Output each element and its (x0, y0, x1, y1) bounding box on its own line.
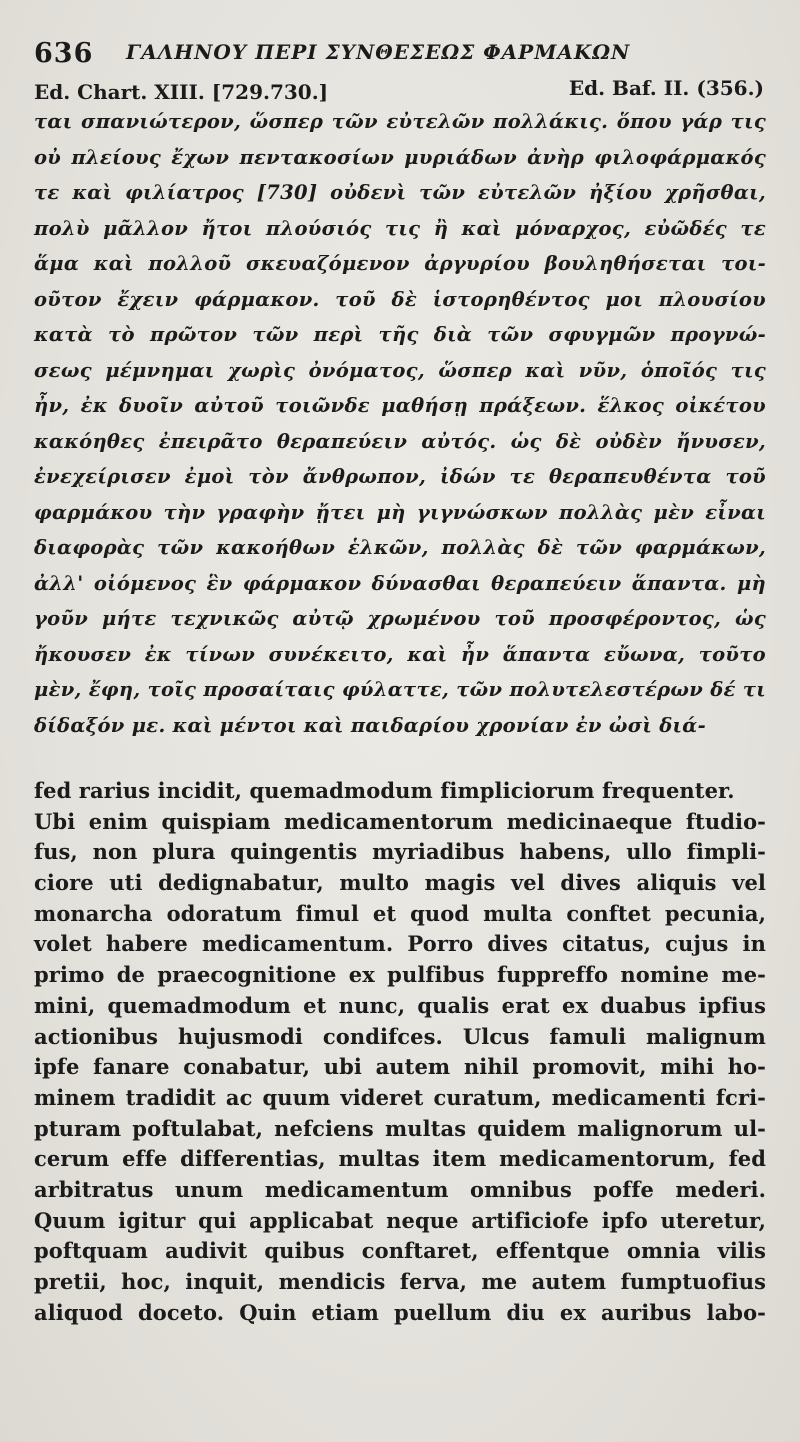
edition-chartier-reference: Ed. Chart. XIII. [729.730.] (34, 80, 329, 104)
page-header (34, 38, 774, 78)
greek-text-line: διαφορὰς τῶν κακοήθων ἑλκῶν, πολλὰς δὲ τῶν φαρμάκων, (34, 536, 766, 559)
latin-text-line: pretii, hoc, inquit, mendicis ferva, me autem fumptuofius (34, 1269, 766, 1294)
latin-text-line: cerum effe differentias, multas item medicamentorum, fed (34, 1146, 766, 1172)
greek-text-line: μὲν, ἔφη, τοῖς προσαίταις φύλαττε, τῶν πολυτελεστέρων δέ τι (34, 678, 766, 701)
greek-text-line: φαρμάκου τὴν γραφὴν ᾔτει μὴ γιγνώσκων πολλὰς μὲν εἶναι (34, 500, 766, 524)
latin-text-line: actionibus hujusmodi condifces. Ulcus famuli malignum (34, 1023, 766, 1049)
greek-text-line: ἀλλ' οἰόμενος ἓν φάρμακον δύνασθαι θεραπεύειν ἅπαντα. μὴ (34, 571, 766, 595)
running-head: ΓΑΛΗΝΟΥ ΠΕΡΙ ΣΥΝΘΕΣΕΩΣ ΦΑΡΜΑΚΩΝ (126, 40, 631, 64)
greek-text-line: ἤκουσεν ἐκ τίνων συνέκειτο, καὶ ἦν ἅπαντα εὔωνα, τοῦτο (34, 642, 766, 666)
greek-text-line: πολὺ μᾶλλον ἤτοι πλούσιός τις ἢ καὶ μόναρχος, εὐῶδές τε (34, 216, 766, 240)
edition-basel-reference: Ed. Baf. II. (356.) (568, 76, 764, 100)
greek-text-line: ἐνεχείρισεν ἐμοὶ τὸν ἄνθρωπον, ἰδών τε θεραπευθέντα τοῦ (34, 465, 766, 488)
latin-text-line: fed rarius incidit, quemadmodum fimpliciorum frequenter. (34, 778, 735, 803)
latin-text-line: primo de praecognitione ex pulfibus fuppreffo nomine me- (34, 962, 766, 988)
latin-text-line: poftquam audivit quibus conftaret, effentque omnia vilis (34, 1238, 766, 1264)
greek-text-line: ται σπανιώτερον, ὥσπερ τῶν εὐτελῶν πολλάκις. ὅπου γάρ τις (34, 110, 766, 133)
greek-text-line: τε καὶ φιλίατρος [730] οὐδενὶ τῶν εὐτελῶν ἠξίου χρῆσθαι, (34, 181, 766, 204)
latin-text-line: pturam poftulabat, nefciens multas quidem malignorum ul- (34, 1115, 766, 1141)
latin-text-line: ciore uti dedignabatur, multo magis vel dives aliquis vel (34, 870, 766, 896)
greek-text-line: οὐ πλείους ἔχων πεντακοσίων μυριάδων ἀνὴρ φιλοφάρμακός (34, 145, 766, 169)
latin-text-line: arbitratus unum medicamentum omnibus poffe mederi. (34, 1176, 766, 1202)
latin-text-line: Ubi enim quispiam medicamentorum medicinaeque ftudio- (34, 808, 766, 834)
greek-text-line: ἅμα καὶ πολλοῦ σκευαζόμενον ἀργυρίου βουληθήσεται τοι- (34, 252, 766, 275)
latin-text-line: fus, non plura quingentis myriadibus habens, ullo fimpli- (34, 839, 766, 865)
latin-text-line: volet habere medicamentum. Porro dives citatus, cujus in (34, 931, 766, 957)
latin-text-block (34, 776, 766, 1328)
page-number: 636 (34, 38, 94, 69)
greek-text-line: κακόηθες ἐπειρᾶτο θεραπεύειν αὐτός. ὡς δὲ οὐδὲν ἤνυσεν, (34, 429, 766, 453)
greek-text-block (34, 104, 766, 743)
greek-text-line: ἦν, ἐκ δυοῖν αὐτοῦ τοιῶνδε μαθήσῃ πράξεων. ἕλκος οἰκέτου (34, 394, 766, 417)
greek-text-line: σεως μέμνημαι χωρὶς ὀνόματος, ὥσπερ καὶ νῦν, ὁποῖός τις (34, 358, 766, 382)
greek-text-line: κατὰ τὸ πρῶτον τῶν περὶ τῆς διὰ τῶν σφυγμῶν προγνώ- (34, 323, 766, 346)
greek-text-line: δίδαξόν με. καὶ μέντοι καὶ παιδαρίου χρονίαν ἐν ὠσὶ διά- (34, 713, 706, 737)
latin-text-line: minem tradidit ac quum videret curatum, medicamenti fcri- (34, 1084, 766, 1110)
latin-text-line: mini, quemadmodum et nunc, qualis erat ex duabus ipfius (34, 992, 766, 1018)
latin-text-line: aliquod doceto. Quin etiam puellum diu ex auribus labo- (34, 1299, 766, 1325)
greek-text-line: γοῦν μήτε τεχνικῶς αὐτῷ χρωμένου τοῦ προσφέροντος, ὡς (34, 607, 766, 630)
latin-text-line: ipfe fanare conabatur, ubi autem nihil promovit, mihi ho- (34, 1054, 766, 1080)
latin-text-line: monarcha odoratum fimul et quod multa conftet pecunia, (34, 900, 766, 926)
latin-text-line: Quum igitur qui applicabat neque artificiofe ipfo uteretur, (34, 1207, 766, 1233)
greek-text-line: οῦτον ἔχειν φάρμακον. τοῦ δὲ ἱστορηθέντος μοι πλουσίου (34, 287, 766, 311)
